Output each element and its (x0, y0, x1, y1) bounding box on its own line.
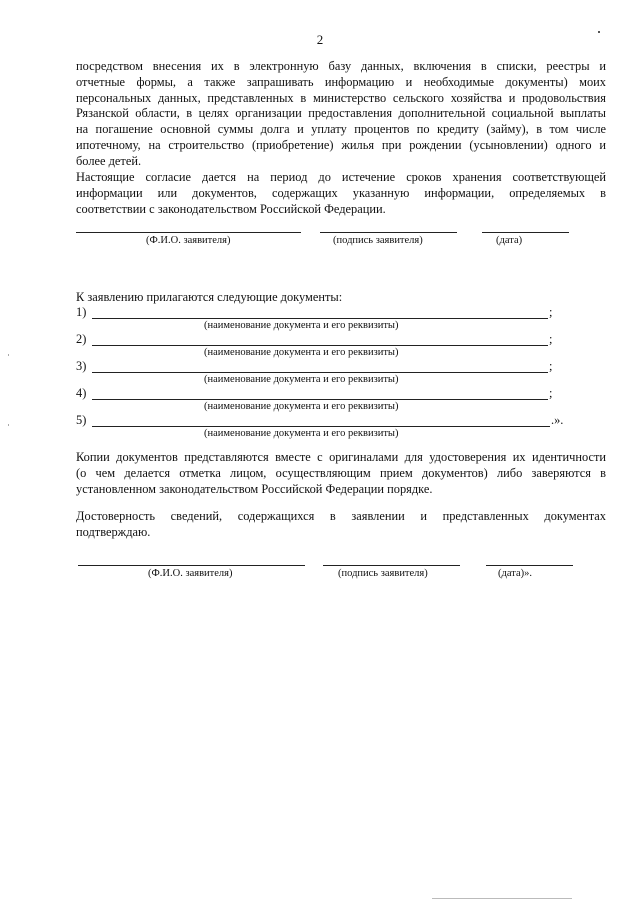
attachment-number: 1) (76, 305, 87, 319)
fio-caption: (Ф.И.О. заявителя) (146, 235, 231, 246)
text-line: Рязанской области, в целях организации предоставления дополнительной социальной выплаты (76, 106, 606, 121)
signature-line (323, 565, 460, 566)
attachment-line (92, 345, 548, 346)
attachment-end: ; (549, 359, 553, 373)
text-line: посредством внесения их в электронную базу данных, включения в списки, реестры и (76, 59, 606, 73)
attachment-end: ; (549, 332, 553, 346)
attachment-number: 2) (76, 332, 87, 346)
text-line: отчетные формы, а также запрашивать информацию и необходимые документы) моих (76, 74, 606, 89)
attachment-end: .». (551, 413, 564, 427)
date-line (486, 565, 573, 566)
page-number: 2 (316, 32, 324, 47)
text-line: Настоящие согласие дается на период до истечение сроков хранения соответствующей (76, 170, 606, 184)
attachment-end: ; (549, 386, 553, 400)
text-line: более детей. (76, 153, 142, 168)
attachment-number: 4) (76, 386, 87, 400)
attachment-caption: (наименование документа и его реквизиты) (204, 428, 399, 439)
attachment-caption: (наименование документа и его реквизиты) (204, 320, 399, 331)
attachment-number: 5) (76, 413, 87, 427)
text-line: персональных данных, представленных в министерство сельского хозяйства и продовольствия (76, 90, 606, 105)
period-paragraph (76, 170, 606, 217)
attachment-line (92, 426, 550, 427)
date-caption: (дата)». (498, 568, 532, 579)
consent-paragraph (76, 59, 606, 170)
signature-caption: (подпись заявителя) (338, 568, 428, 579)
copies-paragraph (76, 450, 606, 497)
text-line: на погашение основной суммы долга и уплату процентов по кредиту (займу), в том числе (76, 122, 606, 137)
attachment-line (92, 399, 548, 400)
text-line: подтверждаю. (76, 524, 151, 539)
signature-line (320, 232, 457, 233)
text-line: установленном законодательством Российской Федерации порядке. (76, 481, 433, 496)
confirm-paragraph (76, 509, 606, 541)
text-line: информации или документов, содержащих указанную информации, определяемых в (76, 185, 606, 200)
scan-speck (8, 424, 9, 426)
date-caption: (дата) (496, 235, 523, 246)
attachment-line (92, 318, 548, 319)
text-line: Копии документов представляются вместе с оригиналами для удостоверения их идентичности (76, 450, 606, 464)
text-line: (о чем делается отметка лицом, осуществляющим прием документов) либо заверяются в (76, 465, 606, 480)
attachment-caption: (наименование документа и его реквизиты) (204, 374, 399, 385)
signature-caption: (подпись заявителя) (333, 235, 423, 246)
text-line: соответствии с законодательством Российской Федерации. (76, 201, 386, 216)
scan-edge-line (432, 898, 572, 899)
attachments-heading: К заявлению прилагаются следующие документы: (76, 290, 343, 304)
attachment-end: ; (549, 305, 553, 319)
text-line: Достоверность сведений, содержащихся в заявлении и представленных документах (76, 509, 606, 523)
scan-speck (8, 354, 9, 356)
attachment-line (92, 372, 548, 373)
text-line: ипотечному, на строительство (приобретение) жилья при рождении (усыновлении) одного и (76, 137, 606, 152)
fio-caption: (Ф.И.О. заявителя) (148, 568, 233, 579)
fio-line (76, 232, 301, 233)
attachment-caption: (наименование документа и его реквизиты) (204, 401, 399, 412)
scan-speck (598, 31, 600, 33)
fio-line (78, 565, 305, 566)
date-line (482, 232, 569, 233)
attachment-number: 3) (76, 359, 87, 373)
attachment-caption: (наименование документа и его реквизиты) (204, 347, 399, 358)
